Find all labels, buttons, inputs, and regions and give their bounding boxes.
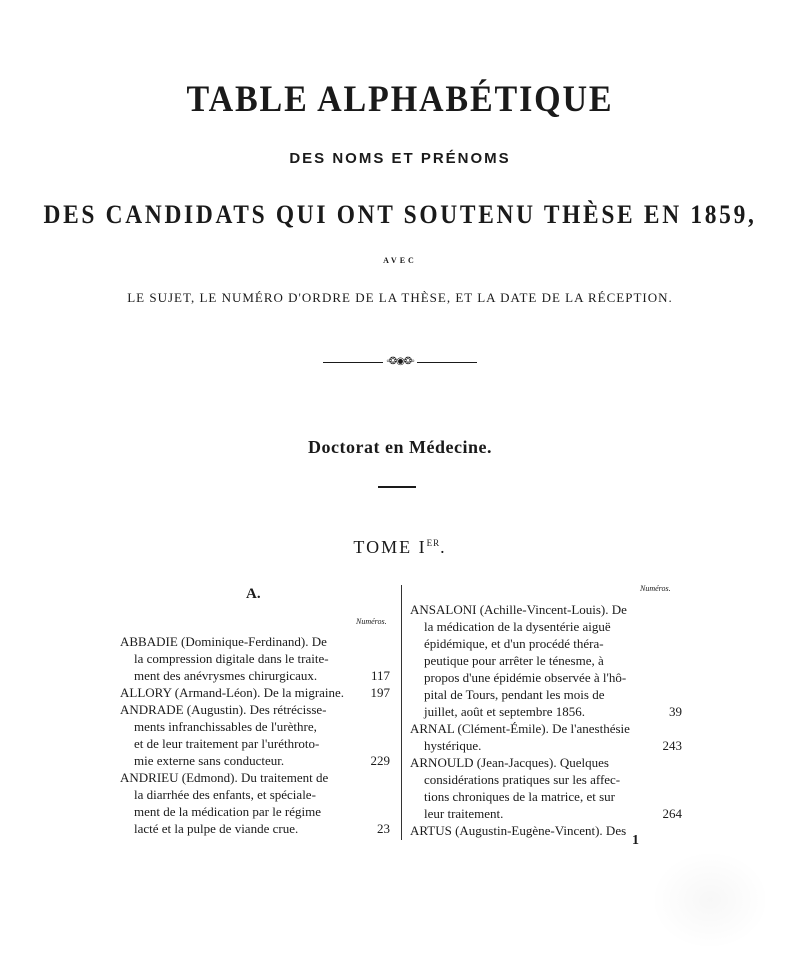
tome-label: TOME I <box>353 537 427 557</box>
entry-line: ANSALONI (Achille-Vincent-Louis). De <box>410 602 627 617</box>
ornament-line-left <box>323 362 383 363</box>
entry-line: considérations pratiques sur les affec- <box>424 772 621 787</box>
ornament-knot-icon: ◦❂◉❂◦ <box>386 356 414 367</box>
subtitle-candidates: DES CANDIDATS QUI ONT SOUTENU THÈSE EN 1859, <box>43 200 757 229</box>
entry-line: pital de Tours, pendant les mois de <box>424 687 605 702</box>
entry-line: ment des anévrysmes chirurgicaux. <box>134 668 318 683</box>
table-entry <box>120 769 390 837</box>
entry-line: ALLORY (Armand-Léon). De la migraine. <box>120 685 345 700</box>
entry-number: 243 <box>662 738 682 753</box>
table-entry <box>410 754 682 822</box>
ornament-divider <box>0 357 800 367</box>
entry-number: 23 <box>377 821 390 836</box>
entry-line: ARNOULD (Jean-Jacques). Quelques <box>410 755 609 770</box>
entry-line: mie externe sans conducteur. <box>134 753 285 768</box>
entry-line: ment de la médication par le régime <box>134 804 321 819</box>
entry-line: propos d'une épidémie observée à l'hô- <box>424 670 627 685</box>
table-entry <box>120 633 390 684</box>
entry-line: peutique pour arrêter le ténesme, à <box>424 653 604 668</box>
numeros-label-right: Numéros. <box>640 584 671 593</box>
entry-line: ARTUS (Augustin-Eugène-Vincent). Des <box>410 823 627 838</box>
page-number: 1 <box>632 833 639 848</box>
paper-shading <box>650 850 770 950</box>
table-entry <box>410 822 682 839</box>
left-column <box>120 633 390 837</box>
entry-number: 197 <box>370 685 390 700</box>
entry-line: ARNAL (Clément-Émile). De l'anesthésie <box>410 721 630 736</box>
entry-line: juillet, août et septembre 1856. <box>424 704 586 719</box>
table-entry <box>410 720 682 754</box>
entry-line: ANDRADE (Augustin). Des rétrécisse- <box>120 702 327 717</box>
subtitle-avec: AVEC <box>383 256 417 265</box>
table-entry <box>410 601 682 720</box>
subtitle-names: DES NOMS ET PRÉNOMS <box>289 150 511 167</box>
entry-number: 117 <box>370 668 390 683</box>
entry-line: ments infranchissables de l'urèthre, <box>134 719 317 734</box>
entry-line: ANDRIEU (Edmond). Du traitement de <box>120 770 329 785</box>
letter-heading: A. <box>246 586 261 602</box>
tome-superscript: ER <box>426 538 441 548</box>
entry-line: la compression digitale dans le traite- <box>134 651 329 666</box>
section-rule <box>378 486 416 488</box>
entry-line: ABBADIE (Dominique-Ferdinand). De <box>120 634 327 649</box>
entry-number: 264 <box>662 806 682 821</box>
tome-heading: TOME IER. <box>353 537 447 557</box>
page-title: TABLE ALPHABÉTIQUE <box>186 79 614 120</box>
entry-line: lacté et la pulpe de viande crue. <box>134 821 299 836</box>
table-entry <box>120 684 390 701</box>
entry-line: et de leur traitement par l'uréthroto- <box>134 736 320 751</box>
entry-line: la médication de la dysentérie aiguë <box>424 619 611 634</box>
ornament-line-right <box>417 362 477 363</box>
entry-line: la diarrhée des enfants, et spéciale- <box>134 787 316 802</box>
column-divider <box>401 585 402 840</box>
numeros-label-left: Numéros. <box>356 617 387 626</box>
entry-line: leur traitement. <box>424 806 504 821</box>
right-column <box>410 601 682 839</box>
entry-number: 229 <box>370 753 390 768</box>
table-entry <box>120 701 390 769</box>
subtitle-subject: LE SUJET, LE NUMÉRO D'ORDRE DE LA THÈSE, ET LA DATE DE LA RÉCEPTION. <box>127 290 673 305</box>
entry-line: tions chroniques de la matrice, et sur <box>424 789 615 804</box>
entry-line: hystérique. <box>424 738 482 753</box>
section-title: Doctorat en Médecine. <box>308 437 492 457</box>
entry-number: 39 <box>669 704 682 719</box>
entry-line: épidémique, et d'un procédé théra- <box>424 636 604 651</box>
